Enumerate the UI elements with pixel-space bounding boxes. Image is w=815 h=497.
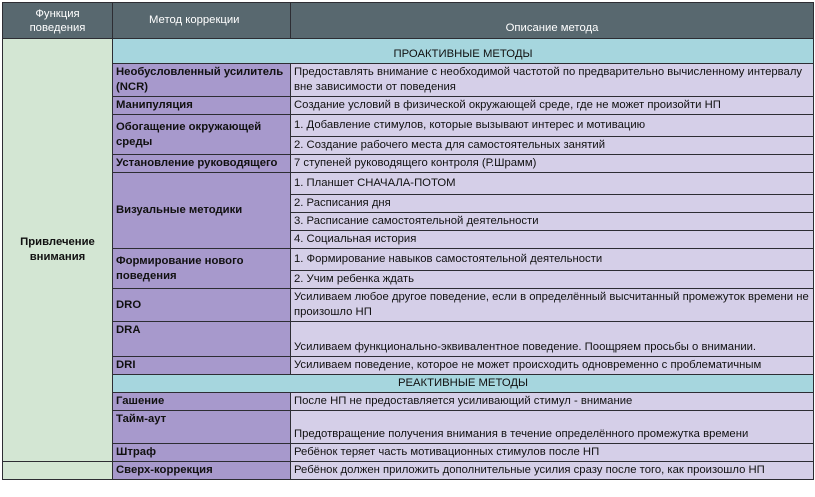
desc-extinction: После НП не предоставляется усиливающий стимул - внимание	[291, 393, 814, 411]
section-row-reactive	[3, 375, 814, 393]
desc-enrichment-1: 1. Добавление стимулов, которые вызывают интерес и мотивацию	[291, 115, 814, 137]
function-cell-bottom	[3, 462, 113, 480]
table-row	[3, 64, 814, 97]
desc-overcorrection: Ребёнок должен приложить дополнительные усилия сразу после того, как произошло НП	[291, 462, 814, 480]
table-row	[3, 322, 814, 357]
desc-ncr: Предоставлять внимание с необходимой частотой по предварительно вычисленному интервалу вне зависимости от поведения	[291, 64, 814, 97]
desc-new-behavior-1: 1. Формирование навыков самостоятельной деятельности	[291, 249, 814, 271]
desc-enrichment-2: 2. Создание рабочего места для самостоятельных занятий	[291, 137, 814, 155]
desc-visual-4: 4. Социальная история	[291, 231, 814, 249]
section-proactive: ПРОАКТИВНЫЕ МЕТОДЫ	[113, 39, 814, 64]
method-visual: Визуальные методики	[113, 173, 291, 249]
method-leader: Установление руководящего	[113, 155, 291, 173]
header-description: Описание метода	[291, 3, 814, 39]
table-row	[3, 462, 814, 480]
desc-leader: 7 ступеней руководящего контроля (Р.Шрамм)	[291, 155, 814, 173]
desc-fine: Ребёнок теряет часть мотивационных стимулов после НП	[291, 444, 814, 462]
desc-dri: Усиливаем поведение, которое не может происходить одновременно с проблематичным	[291, 357, 814, 375]
header-function: Функция поведения	[3, 3, 113, 39]
method-enrichment: Обогащение окружающей среды	[113, 115, 291, 155]
desc-visual-2: 2. Расписания дня	[291, 195, 814, 213]
section-reactive: РЕАКТИВНЫЕ МЕТОДЫ	[113, 375, 814, 393]
correction-methods-table	[2, 2, 814, 480]
desc-manipulation: Создание условий в физической окружающей среде, где не может произойти НП	[291, 97, 814, 115]
desc-new-behavior-2: 2. Учим ребенка ждать	[291, 271, 814, 289]
desc-timeout: Предотвращение получения внимания в течение определённого промежутка времени	[291, 411, 814, 444]
table-row	[3, 115, 814, 137]
desc-dra: Усиливаем функционально-эквивалентное поведение. Поощряем просьбы о внимании.	[291, 322, 814, 357]
desc-dro: Усиливаем любое другое поведение, если в определённый высчитанный промежуток времени не произошло НП	[291, 289, 814, 322]
header-method: Метод коррекции	[113, 3, 291, 39]
desc-visual-1: 1. Планшет СНАЧАЛА-ПОТОМ	[291, 173, 814, 195]
method-dro: DRO	[113, 289, 291, 322]
table-row	[3, 155, 814, 173]
method-ncr: Необусловленный усилитель (NCR)	[113, 64, 291, 97]
method-extinction: Гашение	[113, 393, 291, 411]
header-row	[3, 3, 814, 39]
table-row	[3, 357, 814, 375]
table-row	[3, 411, 814, 444]
table-row	[3, 97, 814, 115]
method-new-behavior: Формирование нового поведения	[113, 249, 291, 289]
method-timeout: Тайм-аут	[113, 411, 291, 444]
method-fine: Штраф	[113, 444, 291, 462]
function-cell: Привлечение внимания	[3, 39, 113, 462]
method-manipulation: Манипуляция	[113, 97, 291, 115]
table-row	[3, 393, 814, 411]
table-row	[3, 173, 814, 195]
method-dri: DRI	[113, 357, 291, 375]
table-row	[3, 444, 814, 462]
table-row	[3, 289, 814, 322]
table-row	[3, 249, 814, 271]
method-dra: DRA	[113, 322, 291, 357]
desc-visual-3: 3. Расписание самостоятельной деятельности	[291, 213, 814, 231]
method-overcorrection: Сверх-коррекция	[113, 462, 291, 480]
section-row-proactive	[3, 39, 814, 64]
